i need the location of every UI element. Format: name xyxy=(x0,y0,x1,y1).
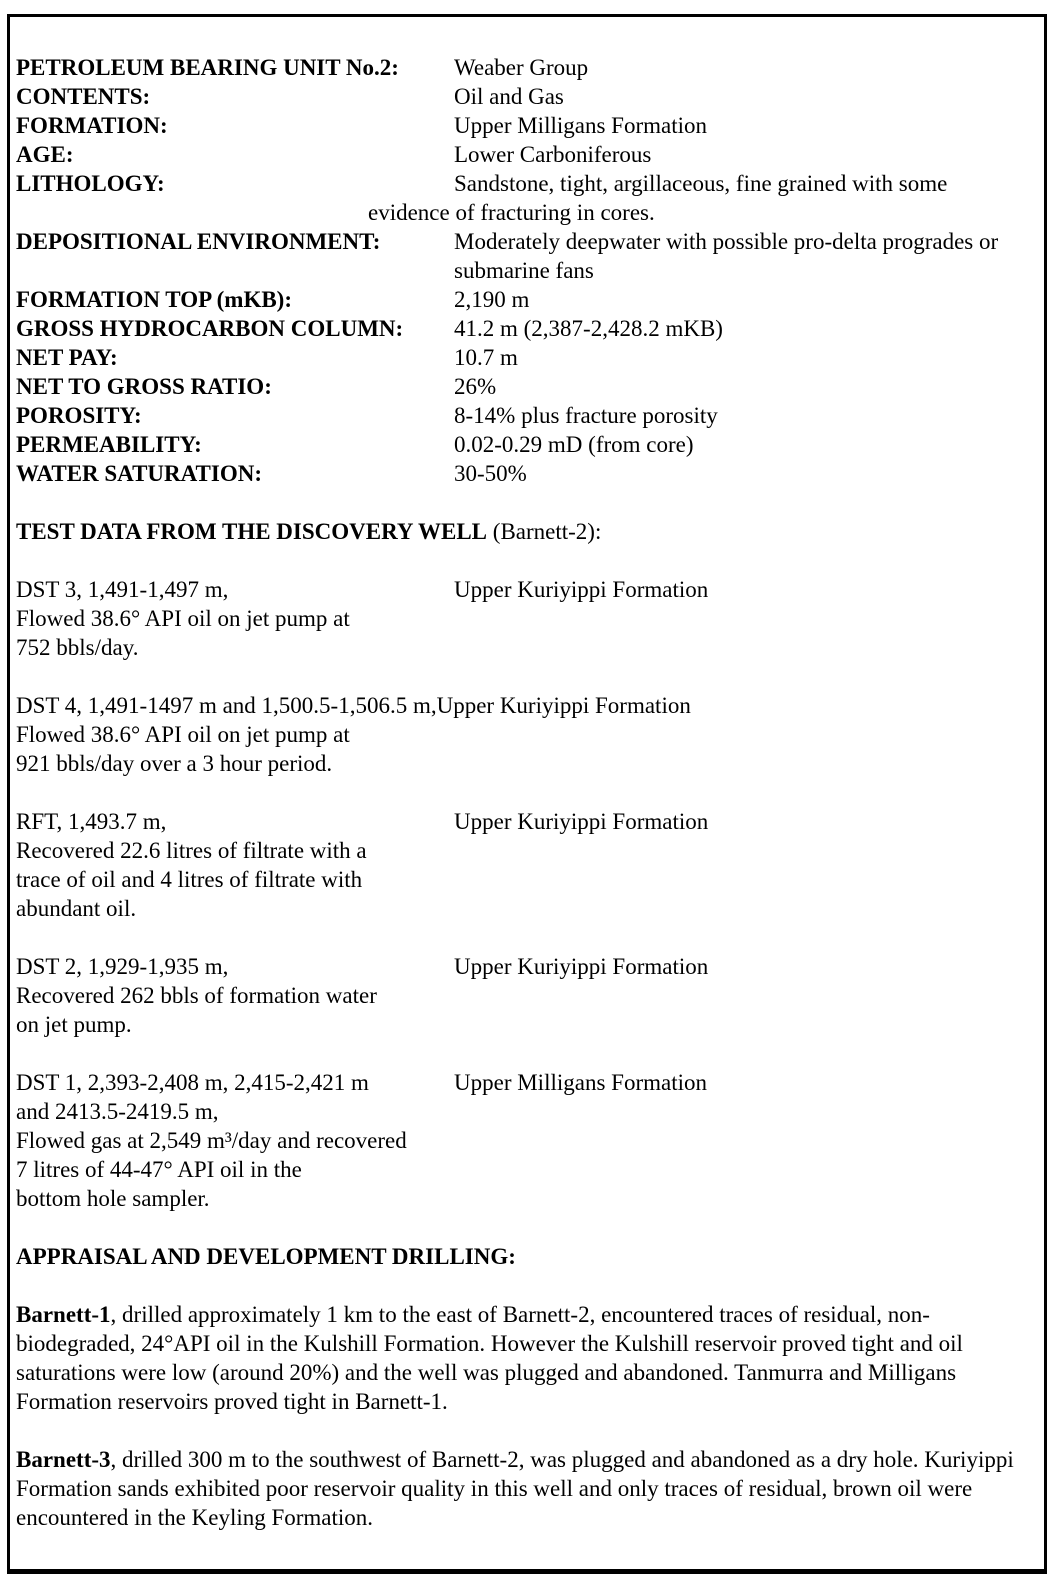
test-detail-line: abundant oil. xyxy=(16,896,137,921)
formation-name: Upper Kuriyippi Formation xyxy=(454,577,709,602)
info-row xyxy=(16,285,1038,314)
appraisal-paragraph-barnett-1 xyxy=(16,1300,1038,1416)
document-border-box xyxy=(7,14,1047,1574)
formation-name: Upper Kuriyippi Formation xyxy=(454,954,709,979)
info-row xyxy=(16,314,1038,343)
field-label: FORMATION TOP (mKB): xyxy=(16,287,292,312)
appraisal-section-heading: APPRAISAL AND DEVELOPMENT DRILLING: xyxy=(16,1244,516,1269)
test-entry-dst1 xyxy=(16,1068,1038,1213)
info-row xyxy=(16,140,1038,169)
test-detail-line: DST 1, 2,393-2,408 m, 2,415-2,421 m xyxy=(16,1070,369,1095)
field-label: DEPOSITIONAL ENVIRONMENT: xyxy=(16,229,381,254)
test-detail-line: on jet pump. xyxy=(16,1012,132,1037)
formation-name: Upper Milligans Formation xyxy=(454,1070,707,1095)
info-row xyxy=(16,169,1038,198)
field-value: Oil and Gas xyxy=(454,84,564,109)
petroleum-unit-info-table xyxy=(16,53,1038,488)
field-value: Upper Milligans Formation xyxy=(454,113,707,138)
test-detail-line: 7 litres of 44-47° API oil in the xyxy=(16,1157,302,1182)
info-row xyxy=(16,343,1038,372)
test-entry-dst3 xyxy=(16,575,1038,662)
test-detail-line: and 2413.5-2419.5 m, xyxy=(16,1099,219,1124)
test-entry-dst2 xyxy=(16,952,1038,1039)
test-description xyxy=(16,691,1038,778)
field-label: GROSS HYDROCARBON COLUMN: xyxy=(16,316,404,341)
info-row xyxy=(16,459,1038,488)
formation-name: Upper Kuriyippi Formation xyxy=(436,693,691,718)
field-label: CONTENTS: xyxy=(16,84,151,109)
field-value xyxy=(454,227,1038,285)
test-detail-line: bottom hole sampler. xyxy=(16,1186,210,1211)
field-label: LITHOLOGY: xyxy=(16,171,165,196)
field-value: 26% xyxy=(454,374,497,399)
field-value-continuation: evidence of fracturing in cores. xyxy=(368,200,655,225)
paragraph-text: , drilled approximately 1 km to the east of Barnett-2, encountered traces of residual, non-biodegraded, 24°API oil in the Kulshill Formation. However the Kulshill reservoir proved tight and oil saturations were low (around 20%) and the well was plugged and abandoned. Tanmurra and Milligans Formation reservoirs proved tight in Barnett-1. xyxy=(16,1302,963,1414)
field-value: Weaber Group xyxy=(454,55,589,80)
formation-name: Upper Kuriyippi Formation xyxy=(454,809,709,834)
field-value-line: submarine fans xyxy=(454,258,594,283)
test-detail-line: DST 3, 1,491-1,497 m, xyxy=(16,577,229,602)
appraisal-paragraph-barnett-3 xyxy=(16,1445,1038,1532)
test-detail-line: Flowed 38.6° API oil on jet pump at xyxy=(16,722,350,747)
info-row xyxy=(16,111,1038,140)
info-row xyxy=(16,227,1038,285)
test-data-section-heading xyxy=(16,517,1038,546)
field-label: NET TO GROSS RATIO: xyxy=(16,374,272,399)
heading-regular-text: (Barnett-2): xyxy=(487,519,602,544)
field-label: AGE: xyxy=(16,142,74,167)
info-row xyxy=(16,82,1038,111)
field-value: 30-50% xyxy=(454,461,527,486)
field-value: Lower Carboniferous xyxy=(454,142,652,167)
test-detail-line: Flowed gas at 2,549 m³/day and recovered xyxy=(16,1128,407,1153)
test-detail-line: 921 bbls/day over a 3 hour period. xyxy=(16,751,333,776)
test-detail-line: Flowed 38.6° API oil on jet pump at xyxy=(16,606,350,631)
test-detail-line: Recovered 262 bbls of formation water xyxy=(16,983,377,1008)
field-label: FORMATION: xyxy=(16,113,168,138)
test-detail-line: DST 2, 1,929-1,935 m, xyxy=(16,954,229,979)
test-detail-line: Recovered 22.6 litres of filtrate with a xyxy=(16,838,367,863)
test-detail-line: trace of oil and 4 litres of filtrate with xyxy=(16,867,363,892)
field-value: 10.7 m xyxy=(454,345,518,370)
heading-bold-text: TEST DATA FROM THE DISCOVERY WELL xyxy=(16,519,488,544)
field-value: Sandstone, tight, argillaceous, fine grained with some xyxy=(454,171,948,196)
field-value: 8-14% plus fracture porosity xyxy=(454,403,718,428)
info-row xyxy=(16,372,1038,401)
info-row xyxy=(16,53,1038,82)
test-detail-line: DST 4, 1,491-1497 m and 1,500.5-1,506.5 m,Upper Kuriyippi Formation xyxy=(16,693,691,718)
field-value: 2,190 m xyxy=(454,287,530,312)
test-entry-dst4 xyxy=(16,691,1038,778)
well-name: Barnett-1 xyxy=(16,1302,111,1327)
field-value: 0.02-0.29 mD (from core) xyxy=(454,432,694,457)
field-label: PETROLEUM BEARING UNIT No.2: xyxy=(16,55,399,80)
test-detail-line: 752 bbls/day. xyxy=(16,635,139,660)
info-row xyxy=(16,430,1038,459)
field-value: 41.2 m (2,387-2,428.2 mKB) xyxy=(454,316,723,341)
field-label: PERMEABILITY: xyxy=(16,432,202,457)
field-label: POROSITY: xyxy=(16,403,142,428)
test-detail-line: RFT, 1,493.7 m, xyxy=(16,809,167,834)
paragraph-text: , drilled 300 m to the southwest of Barnett-2, was plugged and abandoned as a dry hole. Kuriyippi Formation sands exhibited poor reservoir quality in this well and only traces of residual, brown oil were encountered in the Keyling Formation. xyxy=(16,1447,1014,1530)
info-row xyxy=(16,401,1038,430)
field-label: NET PAY: xyxy=(16,345,118,370)
field-value-line: Moderately deepwater with possible pro-delta progrades or xyxy=(454,229,999,254)
well-name: Barnett-3 xyxy=(16,1447,111,1472)
test-entry-rft xyxy=(16,807,1038,923)
field-label: WATER SATURATION: xyxy=(16,461,263,486)
